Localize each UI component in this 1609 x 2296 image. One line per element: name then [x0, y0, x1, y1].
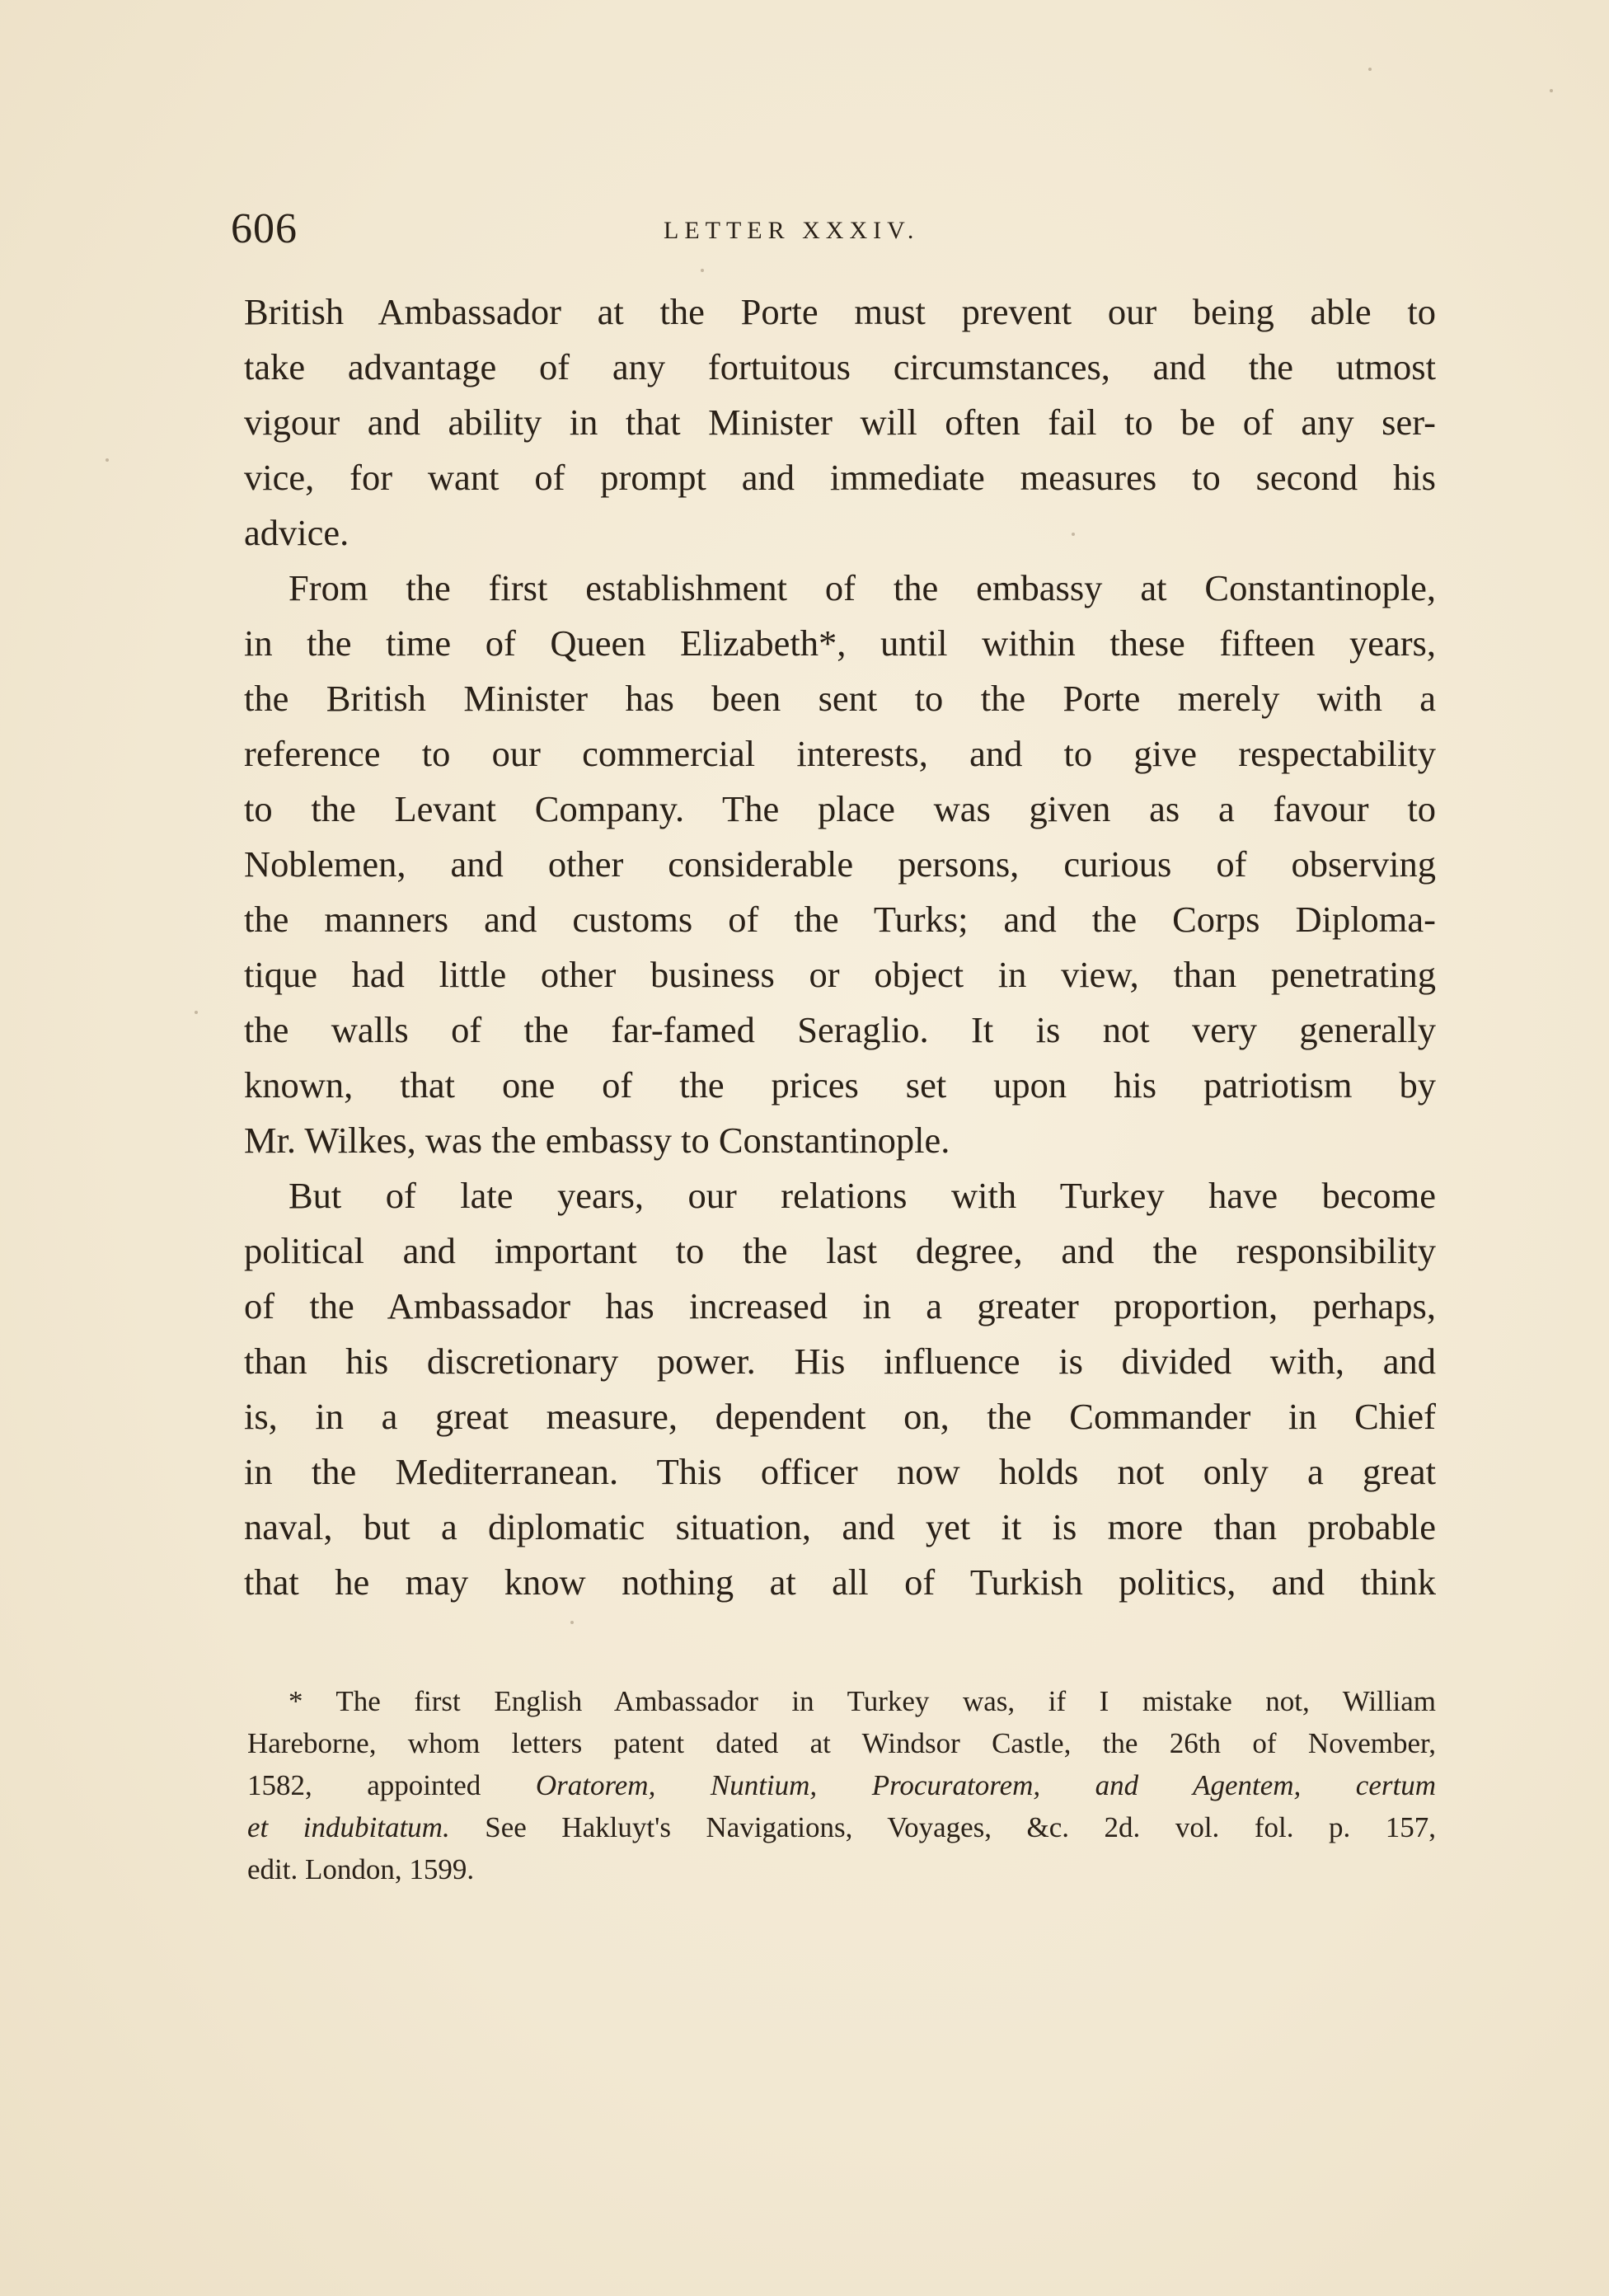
text-line: vice, for want of prompt and immediate measures to second his	[244, 457, 1436, 498]
paper-speck	[1368, 68, 1372, 71]
text-line: reference to our commercial interests, and to give respectability	[244, 733, 1436, 774]
text-line: known, that one of the prices set upon his patriotism by	[244, 1064, 1436, 1106]
paper-speck	[195, 1011, 198, 1014]
page-number: 606	[231, 205, 298, 252]
text-line: But of late years, our relations with Turkey have become	[288, 1175, 1436, 1216]
footnote-text: 1582, appointed	[247, 1769, 481, 1801]
footnote-latin-text: Oratorem, Nuntium, Procuratorem, and Agentem, certum	[535, 1769, 1436, 1801]
text-line: tique had little other business or object in view, than penetrating	[244, 954, 1436, 995]
footnote-line: edit. London, 1599.	[247, 1853, 475, 1885]
text-line: Noblemen, and other considerable persons, curious of observing	[244, 843, 1436, 885]
text-line: to the Levant Company. The place was given as a favour to	[244, 788, 1436, 829]
text-line: the walls of the far-famed Seraglio. It is not very generally	[244, 1009, 1436, 1050]
paper-speck	[570, 1621, 574, 1624]
footnote-line: * The first English Ambassador in Turkey was, if I mistake not, William	[288, 1685, 1436, 1717]
footnote-latin-text: et indubitatum.	[247, 1811, 450, 1843]
text-line: is, in a great measure, dependent on, the Commander in Chief	[244, 1396, 1436, 1437]
footnote-line	[247, 1806, 1436, 1848]
text-line: vigour and ability in that Minister will often fail to be of any ser-	[244, 401, 1436, 443]
footnote-line: Hareborne, whom letters patent dated at Windsor Castle, the 26th of November,	[247, 1727, 1436, 1759]
paper-speck	[106, 458, 109, 462]
running-head: LETTER XXXIV.	[664, 217, 920, 244]
text-line: that he may know nothing at all of Turkish politics, and think	[244, 1561, 1436, 1603]
page-header	[231, 204, 1434, 254]
text-line: naval, but a diplomatic situation, and yet it is more than probable	[244, 1506, 1436, 1547]
text-line: political and important to the last degree, and the responsibility	[244, 1230, 1436, 1271]
text-line: the manners and customs of the Turks; and the Corps Diploma-	[244, 899, 1436, 940]
text-line: of the Ambassador has increased in a greater proportion, perhaps,	[244, 1285, 1436, 1326]
text-line: in the time of Queen Elizabeth*, until within these fifteen years,	[244, 622, 1436, 664]
paper-speck	[1550, 89, 1553, 92]
body-text	[244, 284, 1436, 1610]
footnote	[247, 1680, 1436, 1890]
text-line: advice.	[244, 512, 349, 553]
text-line: From the first establishment of the embassy at Constantinople,	[288, 567, 1436, 608]
footnote-line	[247, 1764, 1436, 1806]
text-line: in the Mediterranean. This officer now holds not only a great	[244, 1451, 1436, 1492]
text-line: take advantage of any fortuitous circumstances, and the utmost	[244, 346, 1436, 387]
footnote-text: See Hakluyt's Navigations, Voyages, &c. 2d. vol. fol. p. 157,	[485, 1811, 1437, 1843]
paper-speck	[701, 269, 704, 272]
text-line: than his discretionary power. His influence is divided with, and	[244, 1341, 1436, 1382]
text-line: Mr. Wilkes, was the embassy to Constantinople.	[244, 1120, 950, 1161]
text-line: the British Minister has been sent to the Porte merely with a	[244, 678, 1436, 719]
text-line: British Ambassador at the Porte must prevent our being able to	[244, 291, 1436, 332]
